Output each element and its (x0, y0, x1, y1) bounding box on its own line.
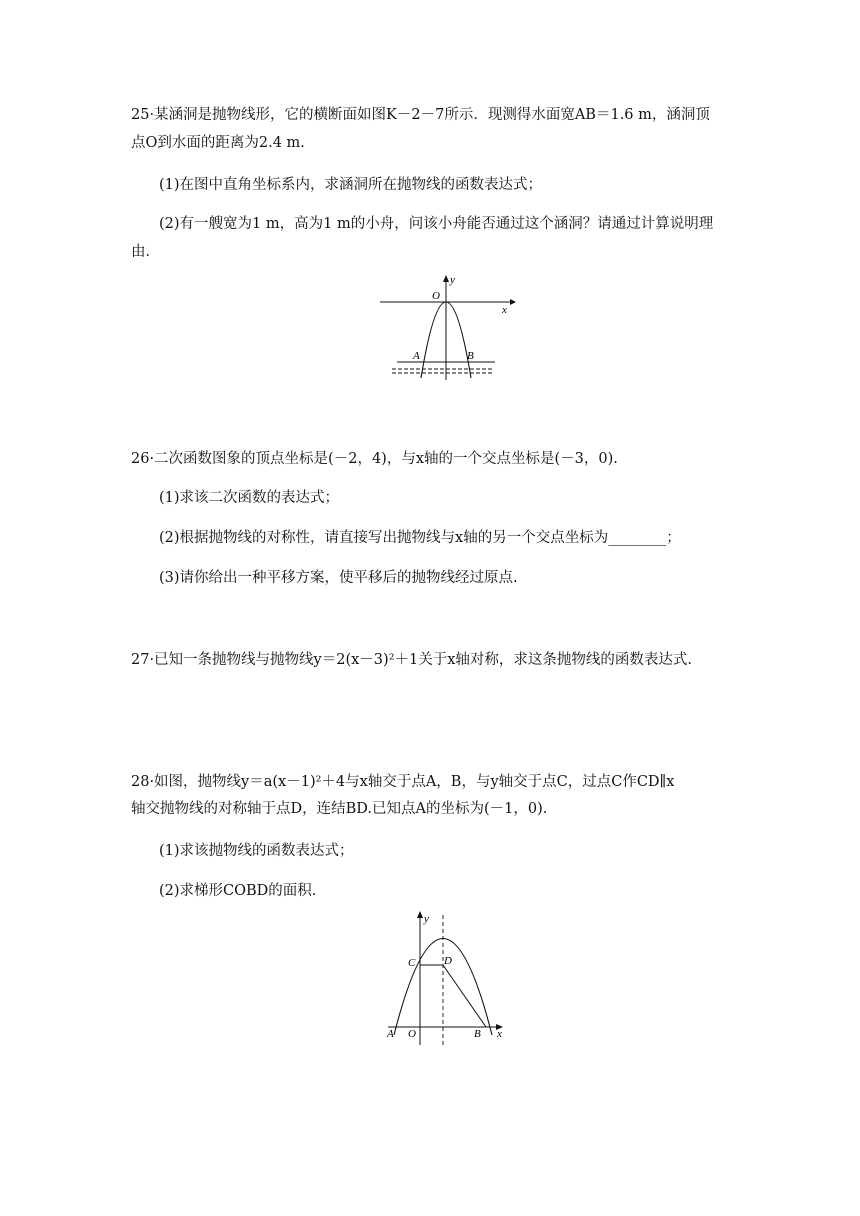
q25-y-arrow (443, 275, 449, 282)
q25-part1: (1)在图中直角坐标系内，求涵洞所在抛物线的函数表达式； (159, 177, 543, 193)
q25-label-x: x (502, 304, 507, 316)
q25-x-arrow (510, 299, 516, 305)
q25-part2-line2: 由． (131, 244, 160, 260)
q28-label-d: D (444, 955, 452, 967)
q28-part2: (2)求梯形COBD的面积. (159, 883, 317, 899)
q28-line2: 轴交抛物线的对称轴于点D，连结BD.已知点A的坐标为(－1，0). (131, 801, 548, 817)
q26-part1: (1)求该二次函数的表达式； (159, 490, 340, 506)
q28-label-a: A (387, 1028, 394, 1040)
q28-line1: 28·如图，抛物线y＝a(x－1)²＋4与x轴交于点A，B，与y轴交于点C，过点C作CD∥x (131, 774, 675, 790)
q25-line1: 25·某涵洞是抛物线形，它的横断面如图K－2－7所示．现测得水面宽AB＝1.6 m，涵洞顶 (131, 107, 710, 123)
q28-y-arrow (417, 911, 423, 918)
q25-label-a: A (413, 350, 420, 362)
q28-label-x: x (497, 1028, 502, 1040)
q28-label-y: y (424, 913, 429, 925)
q26-line1: 26·二次函数图象的顶点坐标是(－2，4)，与x轴的一个交点坐标是(－3，0). (131, 451, 618, 467)
q25-line2: 点O到水面的距离为2.4 m. (131, 135, 305, 151)
q25-figure (370, 270, 520, 390)
q28-label-o: O (408, 1028, 416, 1040)
q27-line1: 27·已知一条抛物线与抛物线y＝2(x－3)²＋1关于x轴对称，求这条抛物线的函数表达式. (131, 652, 693, 668)
q28-segment-bd (443, 965, 486, 1027)
q26-part2: (2)根据抛物线的对称性，请直接写出抛物线与x轴的另一个交点坐标为________； (159, 530, 681, 546)
q28-part1: (1)求该抛物线的函数表达式； (159, 843, 354, 859)
q25-label-y: y (450, 274, 455, 286)
q25-label-b: B (467, 350, 474, 362)
q28-figure (380, 905, 510, 1055)
q28-label-b: B (474, 1028, 481, 1040)
q25-label-o: O (432, 290, 440, 302)
q26-part3: (3)请你给出一种平移方案，使平移后的抛物线经过原点. (159, 570, 518, 586)
q28-label-c: C (408, 957, 416, 969)
q25-part2-line1: (2)有一艘宽为1 m，高为1 m的小舟，问该小舟能否通过这个涵洞？请通过计算说明理 (159, 216, 714, 232)
